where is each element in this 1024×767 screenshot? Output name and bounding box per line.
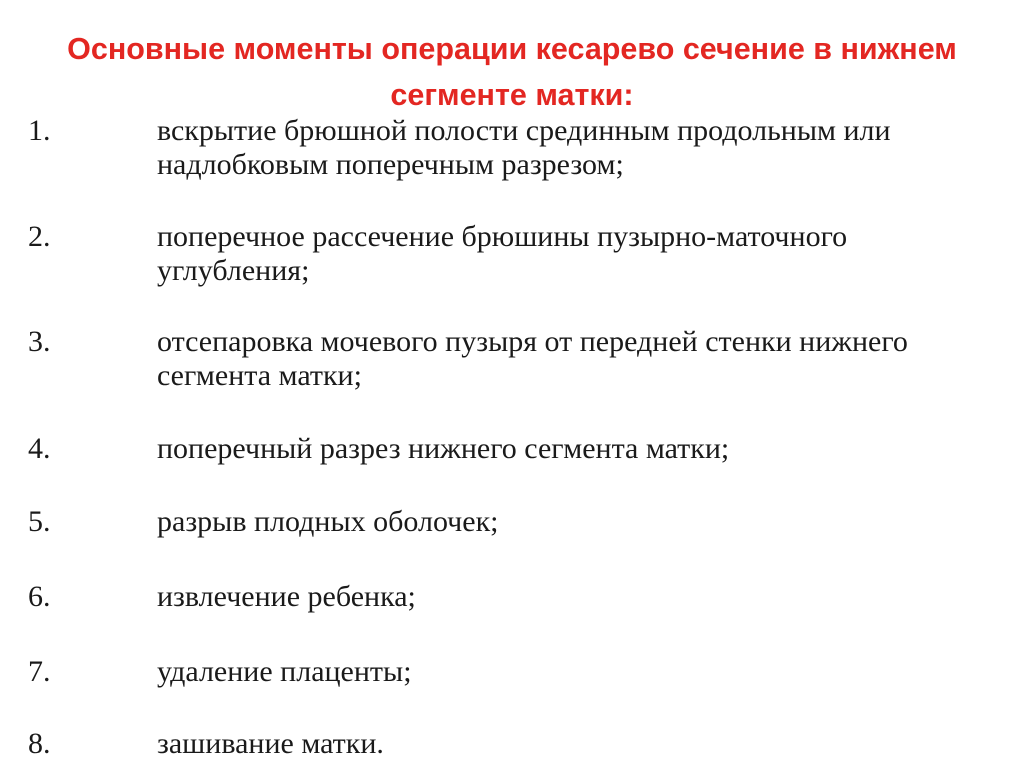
step-text: зашивание матки. <box>157 727 384 760</box>
step-number: 6. <box>28 580 51 613</box>
step-text: поперечный разрез нижнего сегмента матки; <box>157 432 730 465</box>
slide-title: Основные моменты операции кесарево сечение в нижнем сегменте матки: <box>67 32 957 112</box>
step-number: 2. <box>28 220 51 253</box>
step-text: поперечное рассечение брюшины пузырно-маточного углубления; <box>157 220 848 287</box>
step-number: 3. <box>28 325 51 358</box>
step-text: удаление плаценты; <box>157 655 412 688</box>
step-text: извлечение ребенка; <box>157 580 416 613</box>
step-number: 7. <box>28 655 51 688</box>
step-text: разрыв плодных оболочек; <box>157 505 499 538</box>
step-number: 5. <box>28 505 51 538</box>
step-number: 1. <box>28 114 51 147</box>
step-number: 4. <box>28 432 51 465</box>
step-number: 8. <box>28 727 51 760</box>
step-text: отсепаровка мочевого пузыря от передней стенки нижнего сегмента матки; <box>157 325 908 392</box>
step-text: вскрытие брюшной полости срединным продольным или надлобковым поперечным разрезом; <box>157 114 891 181</box>
